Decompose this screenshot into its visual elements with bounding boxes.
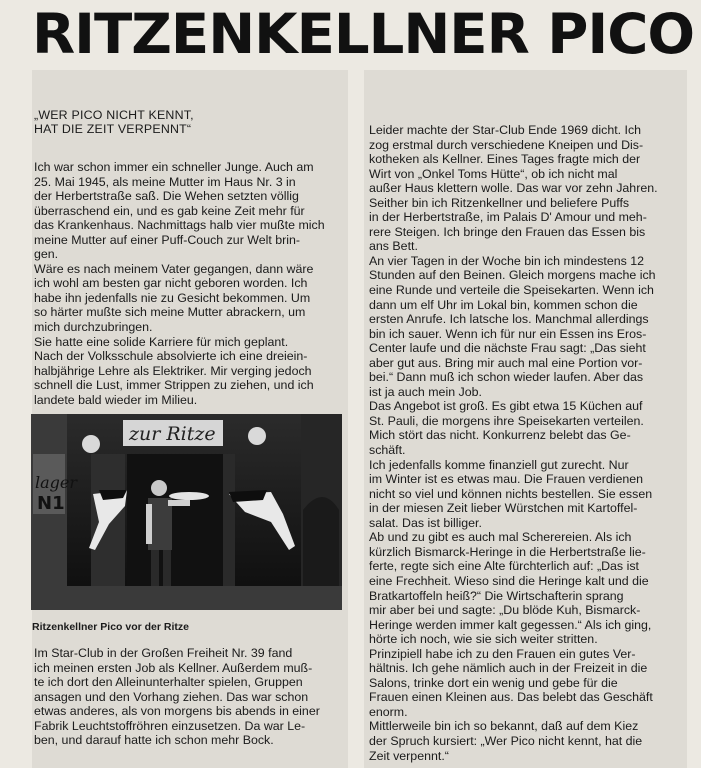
- paragraph: Im Star-Club in der Großen Freiheit Nr. 39 fand ich meinen ersten Job als Kellner. Außerdem muß- te ich dort den Alleinunterhalter spielen, Gruppen ansagen und den Vorhang ziehen. Das war schon etwas anderes, als von morgens bis abends in einer Fabrik Leuchtstoffröhren einzusetzen. Da war Le- ben, und darauf hatte ich schon mehr Bock.: [34, 646, 320, 748]
- photo-caption: Ritzenkellner Pico vor der Ritze: [32, 621, 189, 633]
- paragraph: Ich jedenfalls komme finanziell gut zurecht. Nur im Winter ist es etwas mau. Die Frauen verdienen nicht so viel und können nichts bestellen. Sie essen in der miesen Zeit lieber Würstchen mit Kartoffel- salat. Das ist billiger.: [369, 457, 653, 530]
- sign-text: zur Ritze: [129, 423, 216, 445]
- paragraph: Das Angebot ist groß. Es gibt etwa 15 Küchen auf St. Pauli, die morgens ihre Speisekarten verteilen. Mich stört das nicht. Konkurrenz belebt das Ge- schäft.: [369, 399, 644, 458]
- paragraph: Wäre es nach meinem Vater gegangen, dann wäre ich wohl am besten gar nicht geboren worden. Ich habe ihn jedenfalls nie zu Gesicht bekommen. Um so härter mußte sich meine Mutter abrackern, um mich durchzubringen.: [34, 261, 314, 335]
- paragraph: Ich war schon immer ein schneller Junge. Auch am 25. Mai 1945, als meine Mutter im Haus Nr. 3 in der Herbertstraße saß. Die Wehen setzten völlig überraschend ein, und es gab keine Zeit mehr für das Krankenhaus. Nachmittags halb vier mußte mich meine Mutter auf einer Puff-Couch zur Welt brin- gen.: [34, 160, 325, 262]
- right-column: [369, 123, 687, 763]
- street-photo: [31, 414, 342, 610]
- paragraph: Prinzipiell habe ich zu den Frauen ein gutes Ver- hältnis. Ich gehe nämlich auch in der Freizeit in die Salons, trinke dort ein wenig und gebe für die Frauen einen Kleinen aus. Das belebt das Geschäft enorm.: [369, 646, 653, 719]
- left-column-top: [34, 160, 346, 407]
- svg-text:N1: N1: [37, 493, 65, 514]
- article-headline: „WER PICO NICHT KENNT, HAT DIE ZEIT VERPENNT“: [34, 108, 194, 136]
- left-column-bottom: [34, 646, 346, 748]
- article-title: RITZENKELLNER PICO: [32, 6, 695, 62]
- paragraph: Leider machte der Star-Club Ende 1969 dicht. Ich zog erstmal durch verschiedene Kneipen und Dis- kotheken als Kellner. Eines Tages fragte mich der Wirt von „Onkel Toms Hütte“, ob ich nicht mal außer Haus klettern wolle. Das war vor zehn Jahren. Seither bin ich Ritzenkellner und beliefere Puffs in der Herbertstraße, im Palais D' Amour und meh- rere Steigen. Ich bringe den Frauen das Essen bis ans Bett.: [369, 123, 658, 254]
- paragraph: Ab und zu gibt es auch mal Scherereien. Als ich kürzlich Bismarck-Heringe in die Herbertstraße lie- ferte, regte sich eine Alte fürchterlich auf: „Das ist eine Frechheit. Wieso sind die Heringe kalt und die Bratkartoffeln heiß?“ Die Wirtschafterin sprang mir aber bei und sagte: „Du blöde Kuh, Bismarck- Heringe werden immer kalt gegessen.“ Als ich ging, hörte ich noch, wie sie sich weiter stritten.: [369, 530, 652, 647]
- paragraph: Sie hatte eine solide Karriere für mich geplant. Nach der Volksschule absolvierte ich eine dreiein- halbjährige Lehre als Elektriker. Mir verging jedoch schnell die Lust, immer Strippen zu ziehen, und ich landete bald wieder im Milieu.: [34, 334, 314, 407]
- paragraph: Mittlerweile bin ich so bekannt, daß auf dem Kiez der Spruch kursiert: „Wer Pico nicht kennt, hat die Zeit verpennt.“: [369, 719, 643, 763]
- paragraph: An vier Tagen in der Woche bin ich mindestens 12 Stunden auf den Beinen. Gleich morgens mache ich eine Runde und verteile die Speisekarten. Wenn ich dann um elf Uhr im Lokal bin, kommen schon die ersten Anrufe. Ich latsche los. Manchmal allerdings bin ich sauer. Wenn ich für nur ein Essen ins Eros- Center laufe und die nächste Frau sagt: „Das sieht aber gut aus. Bring mir auch mal eine Portion vor- bei.“ Dann muß ich schon wieder laufen. Aber das ist ja auch mein Job.: [369, 253, 656, 399]
- svg-text:lager: lager: [35, 473, 78, 492]
